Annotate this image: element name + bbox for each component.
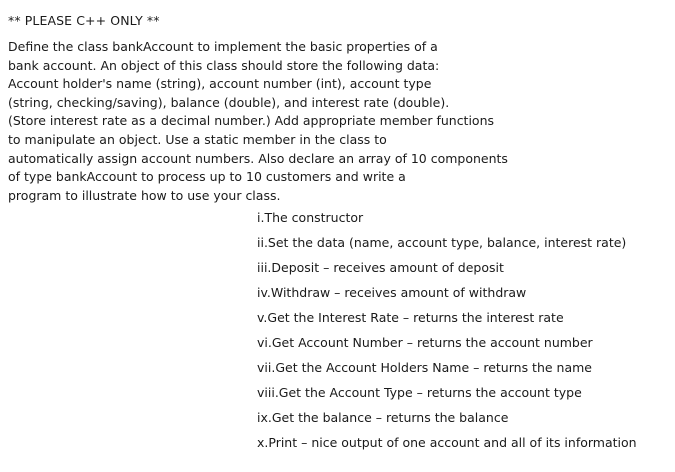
description-line: (Store interest rate as a decimal number.) Add appropriate member functions	[8, 113, 495, 129]
description-line: to manipulate an object. Use a static member in the class to	[8, 131, 387, 147]
description-line: of type bankAccount to process up to 10 customers and write a	[8, 169, 406, 185]
member-function-list	[257, 205, 637, 455]
description-line: (string, checking/saving), balance (double), and interest rate (double).	[8, 94, 450, 110]
description-line: automatically assign account numbers. Also declare an array of 10 components	[8, 150, 508, 166]
method-item-set-data: ii.Set the data (name, account type, balance, interest rate)	[257, 235, 627, 250]
method-item-get-account-number: vi.Get Account Number – returns the account number	[257, 335, 593, 350]
method-item-get-account-type: viii.Get the Account Type – returns the account type	[257, 385, 582, 400]
language-requirement-header: ** PLEASE C++ ONLY **	[8, 13, 160, 28]
assignment-description	[8, 38, 508, 205]
description-line: Define the class bankAccount to implement the basic properties of a	[8, 39, 438, 54]
description-line: Account holder's name (string), account number (int), account type	[8, 76, 432, 92]
method-item-deposit: iii.Deposit – receives amount of deposit	[257, 260, 504, 275]
description-line: program to illustrate how to use your class.	[8, 187, 281, 203]
method-item-get-balance: ix.Get the balance – returns the balance	[257, 410, 509, 425]
method-item-print: x.Print – nice output of one account and all of its information	[257, 435, 637, 450]
method-item-get-holder-name: vii.Get the Account Holders Name – returns the name	[257, 360, 592, 375]
method-item-get-interest-rate: v.Get the Interest Rate – returns the interest rate	[257, 310, 564, 325]
description-line: bank account. An object of this class should store the following data:	[8, 57, 440, 73]
method-item-withdraw: iv.Withdraw – receives amount of withdraw	[257, 285, 527, 300]
method-item-constructor: i.The constructor	[257, 210, 364, 225]
